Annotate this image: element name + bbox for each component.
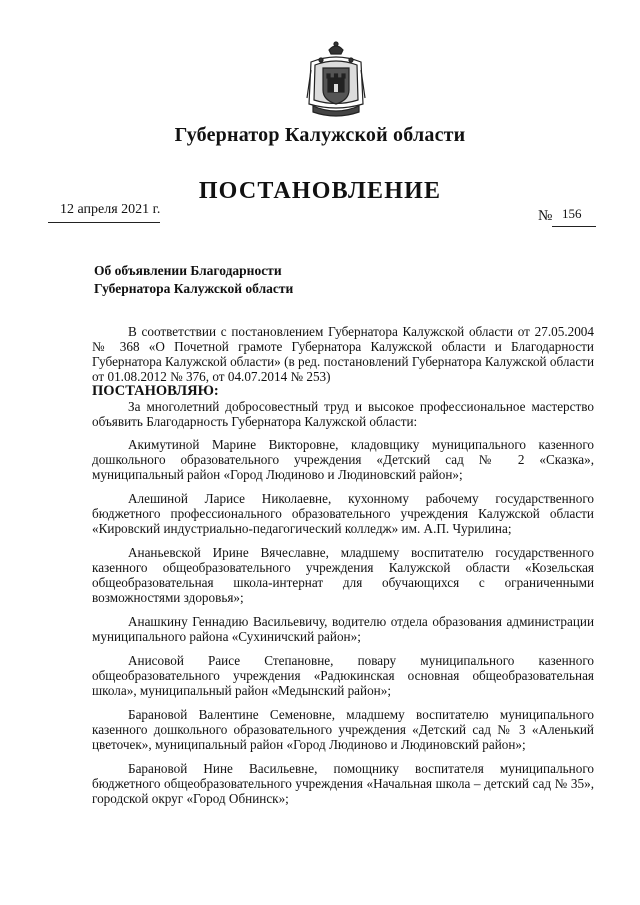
recipient-paragraph: Барановой Валентине Семеновне, младшему воспитателю муниципального казенного дошкольного образовательного учреждения «Детский сад № 3 «Аленький цветочек», муниципальный район «Город Людиново и Людиновский район»;	[92, 707, 594, 752]
decree-heading: ПОСТАНОВЛЯЮ:	[92, 383, 219, 399]
recipient-paragraph: Барановой Нине Васильевне, помощнику воспитателя муниципального бюджетного общеобразовательного учреждения «Начальная школа – детский сад № 35», городской округ «Город Обнинск»;	[92, 761, 594, 806]
recipient-paragraph: Акимутиной Марине Викторовне, кладовщику муниципального казенного дошкольного образовательного учреждения «Детский сад № 2 «Сказка», муниципальный район «Город Людиново и Людиновский район»;	[92, 437, 594, 482]
document-number: 156	[562, 206, 582, 221]
recipient-paragraph: Алешиной Ларисе Николаевне, кухонному рабочему государственного бюджетного профессионального образовательного учреждения Калужской области «Кировский индустриально-педагогический колледж» им. А.П. Чурилина;	[92, 491, 594, 536]
date-underline	[48, 222, 160, 223]
recipient-paragraph: Анисовой Раисе Степановне, повару муниципального казенного общеобразовательного учреждения «Радюкинская основная общеобразовательная школа», муниципальный район «Медынский район»;	[92, 653, 594, 698]
coat-of-arms-emblem	[303, 40, 369, 122]
preamble-paragraph: В соответствии с постановлением Губернатора Калужской области от 27.05.2004 № 368 «О Почетной грамоте Губернатора Калужской области и Благодарности Губернатора Калужской области» (в ред. постановлений Губернатора Калужской области от 01.08.2012 № 376, от 04.07.2014 № 253)	[92, 324, 594, 384]
document-subject	[94, 262, 394, 298]
subject-line: Об объявлении Благодарности	[94, 263, 282, 278]
number-underline	[552, 226, 596, 227]
recipient-paragraph: Ананьевской Ирине Вячеславне, младшему воспитателю государственного казенного общеобразовательного учреждения Калужской области «Козельская общеобразовательная школа-интернат для обучающихся с ограниченными возможностями здоровья»;	[92, 545, 594, 605]
document-type-title: ПОСТАНОВЛЕНИЕ	[198, 178, 442, 204]
document-body	[92, 324, 594, 815]
document-date: 12 апреля 2021 г.	[60, 202, 161, 217]
recipient-paragraph: Анашкину Геннадию Васильевичу, водителю отдела образования администрации муниципального района «Сухиничский район»;	[92, 614, 594, 644]
number-label: №	[538, 208, 553, 224]
subject-line: Губернатора Калужской области	[94, 281, 294, 296]
issuing-authority: Губернатор Калужской области	[174, 124, 466, 146]
intro-paragraph: За многолетний добросовестный труд и высокое профессиональное мастерство объявить Благодарность Губернатора Калужской области:	[92, 399, 594, 429]
